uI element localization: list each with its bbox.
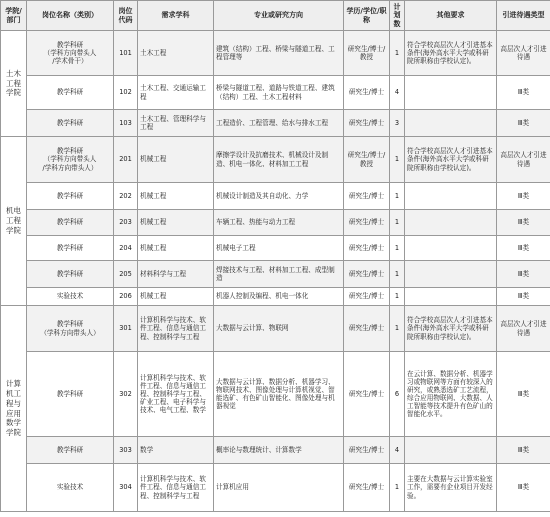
- table-body: [1, 31, 550, 512]
- count-cell: 1: [390, 210, 405, 236]
- count-cell: 4: [390, 437, 405, 464]
- header-direction: 专业或研究方向: [214, 1, 344, 31]
- direction-cell: 车辆工程、热能与动力工程: [214, 210, 344, 236]
- college-name: 土木工程学院: [1, 31, 27, 137]
- header-subject: 需求学科: [138, 1, 214, 31]
- code-cell: 304: [114, 464, 138, 512]
- degree-cell: 研究生/博士: [344, 236, 390, 261]
- table-row: [1, 110, 550, 137]
- subject-cell: 计算机科学与技术、软件工程、信息与通信工程、控制科学与工程: [138, 306, 214, 352]
- header-position: 岗位名称（类别）: [27, 1, 114, 31]
- header-college: 学院/部门: [1, 1, 27, 31]
- table-row: [1, 306, 550, 352]
- position-cell: 教学科研: [27, 76, 114, 110]
- degree-cell: 研究生/博士: [344, 261, 390, 288]
- subject-cell: 机械工程: [138, 236, 214, 261]
- degree-cell: 研究生/博士: [344, 437, 390, 464]
- direction-cell: 桥梁与隧道工程、道路与铁道工程、建筑（结构）工程、土木工程材料: [214, 76, 344, 110]
- code-cell: 203: [114, 210, 138, 236]
- position-cell: 实验技术: [27, 288, 114, 306]
- count-cell: 4: [390, 76, 405, 110]
- position-cell: 实验技术: [27, 464, 114, 512]
- treatment-cell: Ⅲ类: [497, 210, 550, 236]
- code-cell: 302: [114, 352, 138, 437]
- table-row: [1, 76, 550, 110]
- code-cell: 204: [114, 236, 138, 261]
- direction-cell: 建筑（结构）工程、桥梁与隧道工程、工程管理等: [214, 31, 344, 76]
- other-cell: [405, 76, 497, 110]
- position-cell: 教学科研: [27, 437, 114, 464]
- direction-cell: 概率论与数理统计、计算数学: [214, 437, 344, 464]
- degree-cell: 研究生/博士/教授: [344, 137, 390, 183]
- subject-cell: 数学: [138, 437, 214, 464]
- table-row: [1, 464, 550, 512]
- degree-cell: 研究生/博士: [344, 352, 390, 437]
- treatment-cell: 高层次人才引进待遇: [497, 31, 550, 76]
- count-cell: 1: [390, 137, 405, 183]
- college-name: 计算机工程与应用数学学院: [1, 306, 27, 512]
- count-cell: 1: [390, 306, 405, 352]
- position-cell: 教学科研: [27, 183, 114, 210]
- direction-cell: 摩擦学设计及抗磨技术、机械设计及制造、机电一体化、材料加工工程: [214, 137, 344, 183]
- subject-cell: 计算机科学与技术、软件工程、信息与通信工程、控制科学与工程、矿业工程、电子科学与技术、电气工程、数学: [138, 352, 214, 437]
- treatment-cell: 高层次人才引进待遇: [497, 306, 550, 352]
- other-cell: [405, 183, 497, 210]
- count-cell: 1: [390, 261, 405, 288]
- header-code: 岗位代码: [114, 1, 138, 31]
- position-cell: 教学科研: [27, 261, 114, 288]
- other-cell: [405, 236, 497, 261]
- code-cell: 201: [114, 137, 138, 183]
- degree-cell: 研究生/博士: [344, 183, 390, 210]
- count-cell: 1: [390, 183, 405, 210]
- other-cell: [405, 110, 497, 137]
- direction-cell: 机械设计制造及其自动化、力学: [214, 183, 344, 210]
- position-cell: 教学科研: [27, 352, 114, 437]
- subject-cell: 土木工程: [138, 31, 214, 76]
- treatment-cell: Ⅲ类: [497, 110, 550, 137]
- code-cell: 202: [114, 183, 138, 210]
- direction-cell: 工程造价、工程管理、给水与排水工程: [214, 110, 344, 137]
- table-header: [1, 1, 550, 31]
- header-treatment: 引进待遇类型: [497, 1, 550, 31]
- subject-cell: 机械工程: [138, 137, 214, 183]
- table-row: [1, 236, 550, 261]
- table-row: [1, 137, 550, 183]
- degree-cell: 研究生/博士: [344, 210, 390, 236]
- other-cell: 符合学校高层次人才引进基本条件(海外高水平大学或科研院所职称由学校认定)。: [405, 306, 497, 352]
- direction-cell: 机器人控制及编程、机电一体化: [214, 288, 344, 306]
- other-cell: 符合学校高层次人才引进基本条件(海外高水平大学或科研院所职称由学校认定)。: [405, 31, 497, 76]
- code-cell: 303: [114, 437, 138, 464]
- direction-cell: 大数据与云计算、物联网: [214, 306, 344, 352]
- count-cell: 1: [390, 31, 405, 76]
- header-count: 计划数: [390, 1, 405, 31]
- other-cell: 主要在大数据与云计算实验室工作，需要有企业项目开发经验。: [405, 464, 497, 512]
- treatment-cell: Ⅲ类: [497, 183, 550, 210]
- position-cell: 教学科研: [27, 110, 114, 137]
- position-cell: 教学科研: [27, 236, 114, 261]
- other-cell: [405, 437, 497, 464]
- degree-cell: 研究生/博士: [344, 464, 390, 512]
- table-row: [1, 261, 550, 288]
- subject-cell: 土木工程、管理科学与工程: [138, 110, 214, 137]
- position-cell: 教学科研 （学科方向带头人 /学术骨干）: [27, 31, 114, 76]
- subject-cell: 机械工程: [138, 210, 214, 236]
- table-row: [1, 437, 550, 464]
- degree-cell: 研究生/博士: [344, 76, 390, 110]
- table-row: [1, 352, 550, 437]
- position-cell: 教学科研 （学科方向带头人 /学科方向带头人）: [27, 137, 114, 183]
- count-cell: 1: [390, 288, 405, 306]
- code-cell: 103: [114, 110, 138, 137]
- code-cell: 102: [114, 76, 138, 110]
- subject-cell: 材料科学与工程: [138, 261, 214, 288]
- direction-cell: 大数据与云计算、数据分析、机器学习、物联网技术、图像处理与计算机视觉、智能选矿、有色矿山智能化、图像处理与机器视觉: [214, 352, 344, 437]
- treatment-cell: Ⅲ类: [497, 261, 550, 288]
- count-cell: 6: [390, 352, 405, 437]
- treatment-cell: Ⅲ类: [497, 464, 550, 512]
- other-cell: [405, 288, 497, 306]
- position-cell: 教学科研: [27, 210, 114, 236]
- table-row: [1, 31, 550, 76]
- subject-cell: 计算机科学与技术、软件工程、信息与通信工程、控制科学与工程: [138, 464, 214, 512]
- other-cell: 在云计算、数据分析、机器学习或物联网等方面有较深入的研究，或熟悉选矿工艺流程，综合应用物联网、大数据、人工智能等技术提升有色矿山的智能化水平。: [405, 352, 497, 437]
- subject-cell: 机械工程: [138, 288, 214, 306]
- other-cell: [405, 261, 497, 288]
- subject-cell: 机械工程: [138, 183, 214, 210]
- other-cell: 符合学校高层次人才引进基本条件(海外高水平大学或科研院所职称由学校认定)。: [405, 137, 497, 183]
- degree-cell: 研究生/博士: [344, 306, 390, 352]
- treatment-cell: 高层次人才引进待遇: [497, 137, 550, 183]
- degree-cell: 研究生/博士/教授: [344, 31, 390, 76]
- direction-cell: 机械电子工程: [214, 236, 344, 261]
- direction-cell: 计算机应用: [214, 464, 344, 512]
- subject-cell: 土木工程、交通运输工程: [138, 76, 214, 110]
- code-cell: 205: [114, 261, 138, 288]
- other-cell: [405, 210, 497, 236]
- count-cell: 3: [390, 110, 405, 137]
- code-cell: 206: [114, 288, 138, 306]
- college-name: 机电工程学院: [1, 137, 27, 306]
- code-cell: 301: [114, 306, 138, 352]
- table-row: [1, 183, 550, 210]
- treatment-cell: Ⅲ类: [497, 288, 550, 306]
- header-other: 其他要求: [405, 1, 497, 31]
- code-cell: 101: [114, 31, 138, 76]
- treatment-cell: Ⅲ类: [497, 236, 550, 261]
- header-degree: 学历/学位/职称: [344, 1, 390, 31]
- treatment-cell: Ⅲ类: [497, 76, 550, 110]
- position-cell: 教学科研 （学科方向带头人）: [27, 306, 114, 352]
- degree-cell: 研究生/博士: [344, 110, 390, 137]
- treatment-cell: Ⅲ类: [497, 352, 550, 437]
- count-cell: 1: [390, 464, 405, 512]
- table-row: [1, 210, 550, 236]
- treatment-cell: Ⅲ类: [497, 437, 550, 464]
- direction-cell: 焊接技术与工程、材料加工工程、成型制造: [214, 261, 344, 288]
- table-row: [1, 288, 550, 306]
- count-cell: 1: [390, 236, 405, 261]
- degree-cell: 研究生/博士: [344, 288, 390, 306]
